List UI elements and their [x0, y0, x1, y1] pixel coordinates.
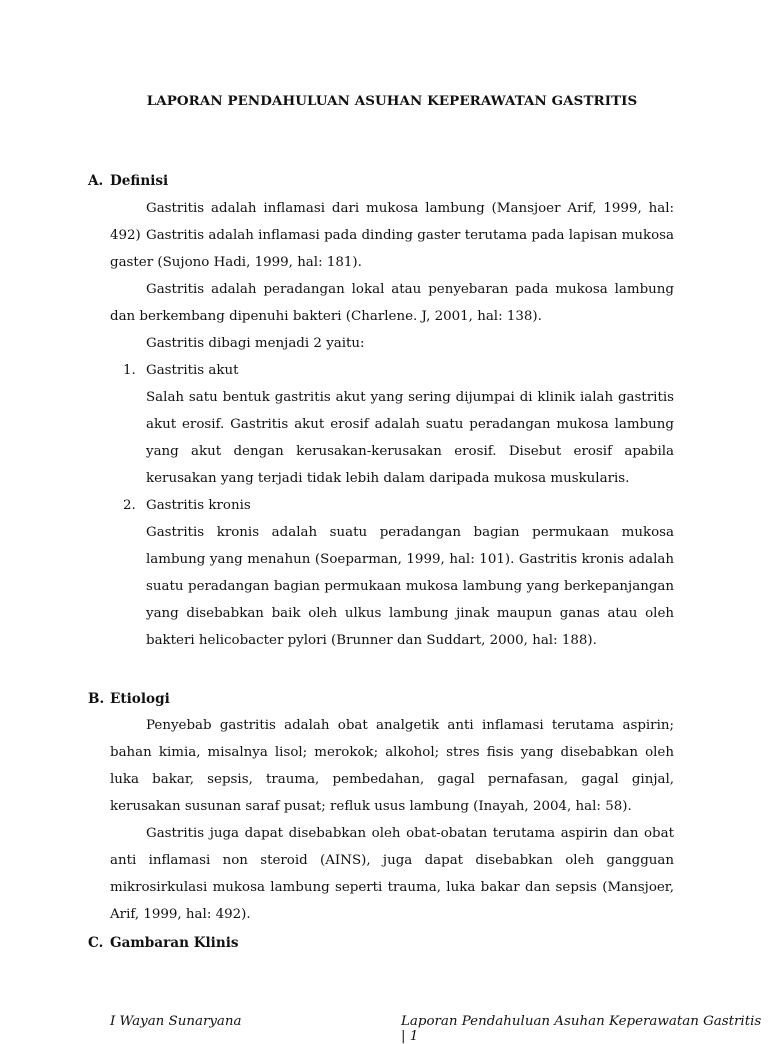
document-title: LAPORAN PENDAHULUAN ASUHAN KEPERAWATAN GASTRITIS [146, 93, 638, 109]
definisi-paragraph-3: Gastritis adalah peradangan lokal atau penyebaran pada mukosa lambung dan berkembang dipenuhi bakteri (Charlene. J, 2001, hal: 138). [110, 282, 674, 324]
section-b-heading [88, 691, 170, 707]
definisi-paragraph-1: Gastritis adalah inflamasi dari mukosa lambung (Mansjoer Arif, 1999, hal: 492) [110, 201, 674, 243]
footer-page-info: Laporan Pendahuluan Asuhan Keperawatan Gastritis | 1 [401, 1014, 762, 1044]
list-item-2-number: 2. [123, 498, 136, 513]
list-item-2-text: Gastritis kronis adalah suatu peradangan bagian permukaan mukosa lambung yang menahun (Soeparman, 1999, hal: 101). Gastritis kronis adalah suatu peradangan bagian permukaan mukosa lambung yang berkepanjangan yang disebabkan baik oleh ulkus lambung jinak maupun ganas atau oleh bakteri helicobacter pylori (Brunner dan Suddart, 2000, hal: 188). [146, 525, 674, 648]
section-c-title: Gambaran Klinis [110, 935, 239, 951]
definisi-paragraph-2: Gastritis adalah inflamasi pada dinding gaster terutama pada lapisan mukosa gaster (Sujono Hadi, 1999, hal: 181). [110, 228, 674, 270]
footer-author: I Wayan Sunaryana [110, 1014, 242, 1029]
section-a-heading [88, 173, 168, 189]
list-item-1-label: Gastritis akut [146, 363, 239, 378]
list-item-1-text: Salah satu bentuk gastritis akut yang sering dijumpai di klinik ialah gastritis akut erosif. Gastritis akut erosif adalah suatu peradangan mukosa lambung yang akut dengan kerusakan-kerusakan erosif. Disebut erosif apabila kerusakan yang terjadi tidak lebih dalam daripada mukosa muskularis. [146, 390, 674, 486]
definisi-paragraph-4: Gastritis dibagi menjadi 2 yaitu: [146, 336, 365, 351]
etiologi-paragraph-1: Penyebab gastritis adalah obat analgetik anti inflamasi terutama aspirin; bahan kimia, misalnya lisol; merokok; alkohol; stres fisis yang disebabkan oleh luka bakar, sepsis, trauma, pembedahan, gagal pernafasan, gagal ginjal, kerusakan susunan saraf pusat; refluk usus lambung (Inayah, 2004, hal: 58). [110, 718, 674, 814]
section-a-title: Definisi [110, 173, 169, 189]
section-b-letter: B. [88, 691, 105, 707]
list-item-1-heading [123, 357, 239, 384]
section-c-letter: C. [88, 935, 104, 951]
list-item-1-number: 1. [123, 363, 136, 378]
list-item-2-label: Gastritis kronis [146, 498, 251, 513]
list-item-2-heading [123, 492, 251, 519]
section-b-title: Etiologi [110, 691, 170, 707]
section-a-letter: A. [88, 173, 104, 189]
section-c-heading [88, 935, 239, 951]
etiologi-paragraph-2: Gastritis juga dapat disebabkan oleh obat-obatan terutama aspirin dan obat anti inflamasi non steroid (AINS), juga dapat disebabkan oleh gangguan mikrosirkulasi mukosa lambung seperti trauma, luka bakar dan sepsis (Mansjoer, Arif, 1999, hal: 492). [110, 826, 674, 922]
